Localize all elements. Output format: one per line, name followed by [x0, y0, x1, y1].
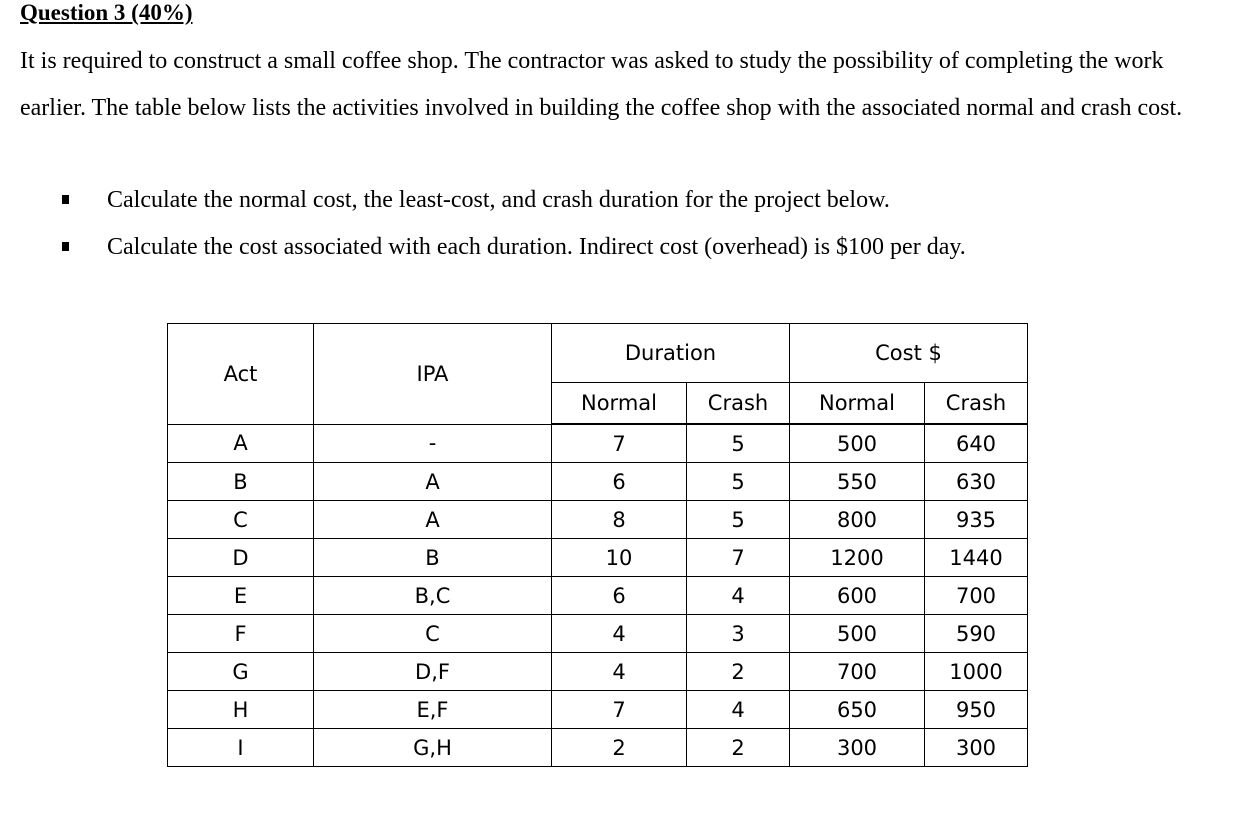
square-bullet-icon	[62, 195, 69, 204]
bullet-item	[62, 185, 890, 215]
cell-cost-normal: 1200	[790, 539, 925, 577]
cell-act: D	[168, 539, 314, 577]
table-row	[168, 424, 1028, 463]
cell-cost-normal: 500	[790, 424, 925, 463]
cell-ipa: A	[314, 463, 552, 501]
header-cost-crash: Crash	[925, 383, 1028, 425]
cell-duration-normal: 7	[552, 424, 687, 463]
table-row	[168, 729, 1028, 767]
cell-duration-crash: 5	[687, 424, 790, 463]
cell-cost-normal: 550	[790, 463, 925, 501]
cell-act: B	[168, 463, 314, 501]
cell-act: E	[168, 577, 314, 615]
cell-cost-crash: 1000	[925, 653, 1028, 691]
cell-act: H	[168, 691, 314, 729]
cell-act: G	[168, 653, 314, 691]
cell-cost-normal: 700	[790, 653, 925, 691]
table-row	[168, 539, 1028, 577]
header-duration-normal: Normal	[552, 383, 687, 425]
cell-ipa: B	[314, 539, 552, 577]
cell-cost-crash: 640	[925, 424, 1028, 463]
cell-cost-normal: 300	[790, 729, 925, 767]
header-cost-normal: Normal	[790, 383, 925, 425]
table-row	[168, 463, 1028, 501]
cell-ipa: -	[314, 424, 552, 463]
cell-duration-crash: 2	[687, 729, 790, 767]
cell-cost-crash: 935	[925, 501, 1028, 539]
table-row	[168, 653, 1028, 691]
table-row	[168, 577, 1028, 615]
cell-duration-crash: 7	[687, 539, 790, 577]
cell-duration-normal: 4	[552, 653, 687, 691]
cell-cost-crash: 950	[925, 691, 1028, 729]
table-row	[168, 691, 1028, 729]
cell-duration-normal: 10	[552, 539, 687, 577]
cell-act: A	[168, 424, 314, 463]
table-row	[168, 501, 1028, 539]
cell-ipa: G,H	[314, 729, 552, 767]
header-duration: Duration	[552, 324, 790, 383]
cell-cost-normal: 650	[790, 691, 925, 729]
cell-duration-crash: 5	[687, 501, 790, 539]
cell-ipa: E,F	[314, 691, 552, 729]
header-cost: Cost $	[790, 324, 1028, 383]
table-row	[168, 615, 1028, 653]
cell-duration-crash: 4	[687, 691, 790, 729]
cell-ipa: A	[314, 501, 552, 539]
cell-duration-normal: 2	[552, 729, 687, 767]
cell-cost-crash: 1440	[925, 539, 1028, 577]
table-body	[168, 424, 1028, 767]
cell-duration-crash: 5	[687, 463, 790, 501]
cell-act: C	[168, 501, 314, 539]
header-act: Act	[168, 324, 314, 425]
cell-duration-crash: 4	[687, 577, 790, 615]
activity-table	[167, 323, 1028, 767]
bullet-text: Calculate the normal cost, the least-cost, and crash duration for the project below.	[107, 187, 890, 213]
square-bullet-icon	[62, 242, 69, 251]
cell-ipa: C	[314, 615, 552, 653]
bullet-text: Calculate the cost associated with each duration. Indirect cost (overhead) is $100 per day.	[107, 234, 966, 260]
cell-cost-crash: 300	[925, 729, 1028, 767]
cell-duration-crash: 2	[687, 653, 790, 691]
cell-duration-normal: 6	[552, 463, 687, 501]
cell-duration-normal: 7	[552, 691, 687, 729]
cell-cost-normal: 600	[790, 577, 925, 615]
question-heading: Question 3 (40%)	[20, 0, 193, 25]
header-duration-crash: Crash	[687, 383, 790, 425]
header-ipa: IPA	[314, 324, 552, 425]
cell-cost-normal: 800	[790, 501, 925, 539]
cell-cost-crash: 630	[925, 463, 1028, 501]
cell-ipa: D,F	[314, 653, 552, 691]
question-paragraph: It is required to construct a small coffee shop. The contractor was asked to study the possibility of completing the work earlier. The table below lists the activities involved in building the coffee shop with the associated normal and crash cost.	[20, 48, 1183, 121]
cell-ipa: B,C	[314, 577, 552, 615]
cell-cost-normal: 500	[790, 615, 925, 653]
cell-duration-crash: 3	[687, 615, 790, 653]
cell-act: F	[168, 615, 314, 653]
cell-cost-crash: 590	[925, 615, 1028, 653]
bullet-item	[62, 232, 966, 262]
cell-duration-normal: 4	[552, 615, 687, 653]
cell-duration-normal: 6	[552, 577, 687, 615]
cell-cost-crash: 700	[925, 577, 1028, 615]
cell-duration-normal: 8	[552, 501, 687, 539]
cell-act: I	[168, 729, 314, 767]
